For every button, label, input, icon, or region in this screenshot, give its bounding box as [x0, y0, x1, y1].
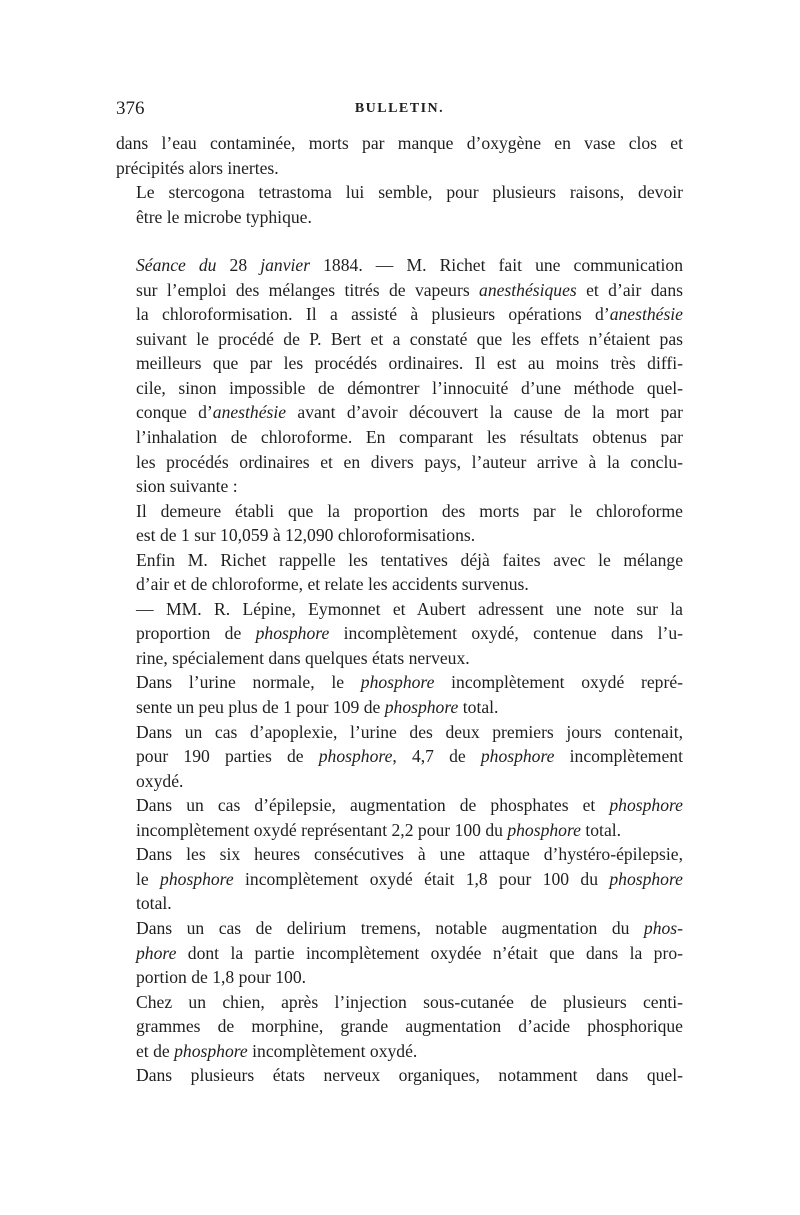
text-line: conque d’anesthésie avant d’avoir découvert la cause de la mort par: [136, 402, 683, 423]
italic-term: phosphore: [609, 868, 683, 889]
italic-term: phore: [136, 942, 177, 963]
text-line: Dans un cas de delirium tremens, notable augmentation du phos-: [136, 917, 683, 938]
paragraph: [116, 990, 683, 1064]
text-line: sur l’emploi des mélanges titrés de vapeurs anesthésiques et d’air dans: [136, 279, 684, 300]
paragraph: [116, 180, 683, 229]
text-line: grammes de morphine, grande augmentation d’acide phosphorique: [136, 1016, 683, 1037]
text-line: total.: [136, 893, 172, 914]
text-line: sion suivante :: [136, 476, 238, 497]
italic-term: phosphore: [160, 868, 234, 889]
text-line: pour 190 parties de phosphore, 4,7 de phosphore incomplètement: [136, 746, 683, 767]
italic-term: phosphore: [318, 746, 393, 767]
italic-term: phosphore: [255, 623, 330, 644]
text-line: la chloroformisation. Il a assisté à plusieurs opérations d’anesthésie: [136, 304, 683, 325]
text-line: Dans plusieurs états nerveux organiques, notamment dans quel-: [136, 1065, 683, 1086]
text-line: d’air et de chloroforme, et relate les accidents survenus.: [136, 574, 529, 595]
text-line: Dans un cas d’apoplexie, l’urine des deux premiers jours contenait,: [136, 721, 683, 742]
paragraph: [116, 1063, 683, 1088]
text-line: être le microbe typhique.: [136, 206, 312, 227]
paragraph: [116, 548, 683, 597]
paragraph: [116, 793, 683, 842]
text-line: Séance du 28 janvier 1884. — M. Richet fait une communication: [136, 255, 683, 276]
text-line: Enfin M. Richet rappelle les tentatives déjà faites avec le mélange: [136, 549, 683, 570]
running-title: BULLETIN.: [354, 101, 445, 116]
paragraph: [116, 131, 683, 180]
paragraph: [116, 670, 683, 719]
text-line: Dans les six heures consécutives à une attaque d’hystéro-épilepsie,: [136, 844, 683, 865]
paragraph: [116, 720, 683, 794]
italic-term: anesthésiques: [479, 279, 577, 300]
italic-term: janvier: [260, 255, 311, 276]
text-line: et de phosphore incomplètement oxydé.: [136, 1040, 418, 1061]
page-number: 376: [116, 98, 145, 119]
text-line: l’inhalation de chloroforme. En comparant les résultats obtenus par: [136, 427, 683, 448]
italic-term: anesthésie: [212, 402, 287, 423]
text-line: est de 1 sur 10,059 à 12,090 chloroformisations.: [136, 525, 476, 546]
text-line: le phosphore incomplètement oxydé était 1,8 pour 100 du phosphore: [136, 868, 683, 889]
text-line: suivant le procédé de P. Bert et a constaté que les effets n’étaient pas: [136, 328, 683, 349]
italic-term: phosphore: [507, 819, 581, 840]
text-line: précipités alors inertes.: [116, 157, 279, 178]
text-line: cile, sinon impossible de démontrer l’innocuité d’une méthode quel-: [136, 377, 683, 398]
paragraph: [116, 597, 683, 671]
page-header: [116, 98, 683, 122]
text-line: incomplètement oxydé représentant 2,2 pour 100 du phosphore total.: [136, 819, 622, 840]
text-line: — MM. R. Lépine, Eymonnet et Aubert adressent une note sur la: [136, 598, 683, 619]
paragraph: [116, 253, 683, 498]
italic-term: phosphore: [174, 1040, 248, 1061]
text-line: sente un peu plus de 1 pour 109 de phosphore total.: [136, 697, 499, 718]
italic-term: phosphore: [384, 697, 459, 718]
text-line: les procédés ordinaires et en divers pays, l’auteur arrive à la conclu-: [136, 451, 683, 472]
text-line: Le stercogona tetrastoma lui semble, pour plusieurs raisons, devoir: [136, 182, 683, 203]
italic-term: phosphore: [609, 795, 683, 816]
paragraph: [116, 916, 683, 990]
text-line: proportion de phosphore incomplètement oxydé, contenue dans l’u-: [136, 623, 683, 644]
paragraph: [116, 499, 683, 548]
text-line: oxydé.: [136, 770, 184, 791]
italic-term: Séance du: [136, 255, 217, 276]
text-line: meilleurs que par les procédés ordinaires. Il est au moins très diffi-: [136, 353, 683, 374]
paragraph: [116, 842, 683, 916]
text-line: Dans un cas d’épilepsie, augmentation de phosphates et phosphore: [136, 795, 683, 816]
text-line: phore dont la partie incomplètement oxydée n’était que dans la pro-: [136, 942, 683, 963]
text-line: rine, spécialement dans quelques états nerveux.: [136, 647, 470, 668]
text-line: Chez un chien, après l’injection sous-cutanée de plusieurs centi-: [136, 991, 683, 1012]
body-text: [116, 131, 683, 1088]
italic-term: phosphore: [360, 672, 435, 693]
italic-term: phosphore: [480, 746, 555, 767]
italic-term: phos-: [643, 917, 683, 938]
text-line: dans l’eau contaminée, morts par manque d’oxygène en vase clos et: [116, 133, 683, 153]
italic-term: anesthésie: [609, 304, 683, 325]
text-line: Il demeure établi que la proportion des morts par le chloroforme: [136, 500, 683, 521]
text-line: Dans l’urine normale, le phosphore incomplètement oxydé repré-: [136, 672, 683, 693]
text-line: portion de 1,8 pour 100.: [136, 967, 307, 988]
